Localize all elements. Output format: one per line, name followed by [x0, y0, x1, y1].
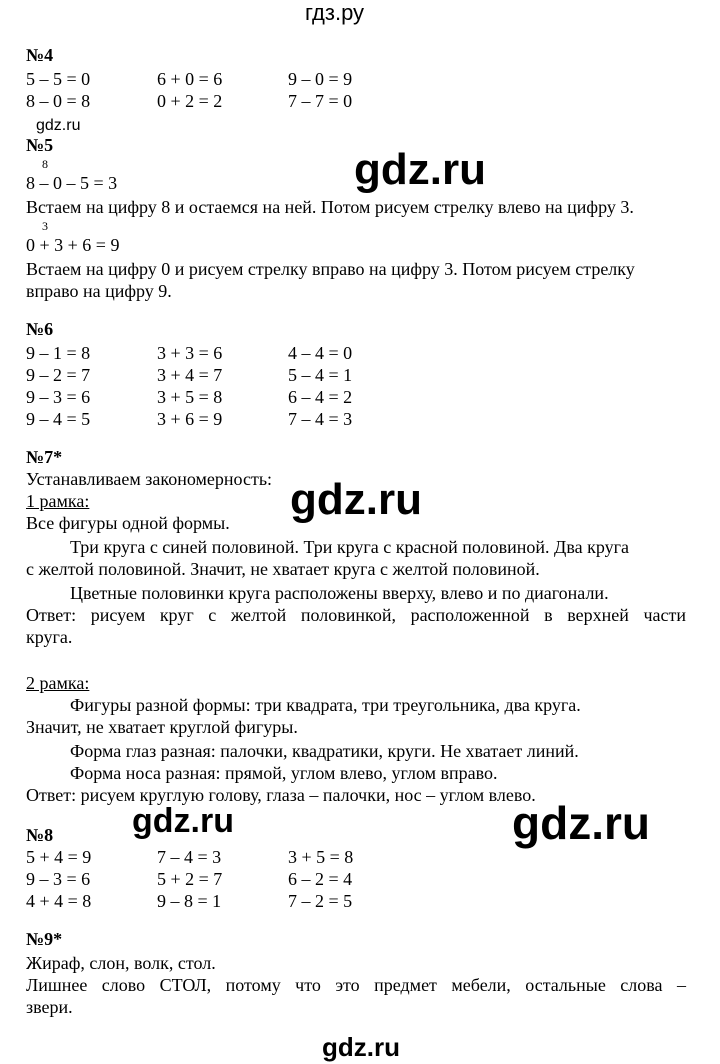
n7-frame2-line1: Фигуры разной формы: три квадрата, три треугольника, два круга. [70, 695, 581, 715]
n7-intro: Устанавливаем закономерность: [26, 469, 273, 489]
heading-n6: №6 [26, 319, 54, 339]
n6-r4-c1: 9 – 4 = 5 [26, 409, 91, 429]
n7-frame2-line2: Значит, не хватает круглой фигуры. [26, 717, 298, 737]
watermark-large-n5: gdz.ru [354, 145, 486, 194]
n7-frame1-label: 1 рамка: [26, 491, 90, 511]
heading-n8: №8 [26, 825, 54, 845]
watermark-top: гдз.ру [305, 0, 365, 25]
n7-frame2-line3: Форма глаз разная: палочки, квадратики, круги. Не хватает линий. [70, 741, 579, 761]
n5-expression-2: 0 + 3 + 6 = 9 [26, 235, 120, 255]
n6-r3-c2: 3 + 5 = 8 [157, 387, 223, 407]
n5-expression-1: 8 – 0 – 5 = 3 [26, 173, 118, 193]
n7-frame1-line5: Ответ: рисуем круг с желтой половинкой, расположенной в верхней части [26, 605, 686, 625]
watermark-n8-right: gdz.ru [512, 797, 650, 849]
n6-r2-c3: 5 – 4 = 1 [288, 365, 353, 385]
n9-line3: звери. [26, 997, 73, 1017]
watermark-large-n7: gdz.ru [290, 475, 422, 524]
n4-r1-c1: 5 – 5 = 0 [26, 69, 91, 89]
n8-r2-c1: 9 – 3 = 6 [26, 869, 91, 889]
n7-frame1-line2: Три круга с синей половиной. Три круга с красной половиной. Два круга [70, 537, 629, 557]
n6-r1-c2: 3 + 3 = 6 [157, 343, 223, 363]
n6-r2-c1: 9 – 2 = 7 [26, 365, 91, 385]
n5-text-2b: вправо на цифру 9. [26, 281, 172, 301]
n5-superscript-2: 3 [42, 219, 48, 233]
n4-r1-c3: 9 – 0 = 9 [288, 69, 353, 89]
n4-r2-c1: 8 – 0 = 8 [26, 91, 91, 111]
heading-n5: №5 [26, 135, 54, 155]
n7-frame1-line6: круга. [26, 627, 73, 647]
n8-r3-c1: 4 + 4 = 8 [26, 891, 92, 911]
n6-r1-c3: 4 – 4 = 0 [288, 343, 353, 363]
n6-r2-c2: 3 + 4 = 7 [157, 365, 223, 385]
n8-r3-c3: 7 – 2 = 5 [288, 891, 353, 911]
n6-r3-c3: 6 – 4 = 2 [288, 387, 353, 407]
n8-r3-c2: 9 – 8 = 1 [157, 891, 222, 911]
watermark-n8-left: gdz.ru [132, 802, 234, 840]
watermark-bottom: gdz.ru [322, 1032, 400, 1062]
n4-r1-c2: 6 + 0 = 6 [157, 69, 223, 89]
n7-frame1-line3: с желтой половиной. Значит, не хватает круга с желтой половиной. [26, 559, 540, 579]
n7-frame2-label: 2 рамка: [26, 673, 90, 693]
n8-r1-c2: 7 – 4 = 3 [157, 847, 222, 867]
heading-n4: №4 [26, 45, 54, 65]
n6-r4-c2: 3 + 6 = 9 [157, 409, 223, 429]
n5-superscript-1: 8 [42, 157, 48, 171]
n6-r1-c1: 9 – 1 = 8 [26, 343, 91, 363]
n7-frame1-line4: Цветные половинки круга расположены вверху, влево и по диагонали. [70, 583, 609, 603]
n7-frame2-line5: Ответ: рисуем круглую голову, глаза – палочки, нос – углом влево. [26, 785, 536, 805]
n4-r2-c2: 0 + 2 = 2 [157, 91, 223, 111]
n6-r3-c1: 9 – 3 = 6 [26, 387, 91, 407]
n5-text-1: Встаем на цифру 8 и остаемся на ней. Потом рисуем стрелку влево на цифру 3. [26, 197, 634, 217]
n8-r1-c1: 5 + 4 = 9 [26, 847, 92, 867]
heading-n7: №7* [26, 447, 63, 467]
n5-text-2a: Встаем на цифру 0 и рисуем стрелку вправо на цифру 3. Потом рисуем стрелку [26, 259, 635, 279]
n7-frame2-line4: Форма носа разная: прямой, углом влево, углом вправо. [70, 763, 498, 783]
n7-frame1-line1: Все фигуры одной формы. [26, 513, 230, 533]
n8-r2-c2: 5 + 2 = 7 [157, 869, 223, 889]
n8-r1-c3: 3 + 5 = 8 [288, 847, 354, 867]
n8-r2-c3: 6 – 2 = 4 [288, 869, 353, 889]
n9-line1: Жираф, слон, волк, стол. [26, 953, 216, 973]
n4-r2-c3: 7 – 7 = 0 [288, 91, 353, 111]
watermark-small-n5: gdz.ru [36, 117, 81, 134]
heading-n9: №9* [26, 929, 63, 949]
n9-line2: Лишнее слово СТОЛ, потому что это предмет мебели, остальные слова – [26, 975, 686, 995]
n6-r4-c3: 7 – 4 = 3 [288, 409, 353, 429]
